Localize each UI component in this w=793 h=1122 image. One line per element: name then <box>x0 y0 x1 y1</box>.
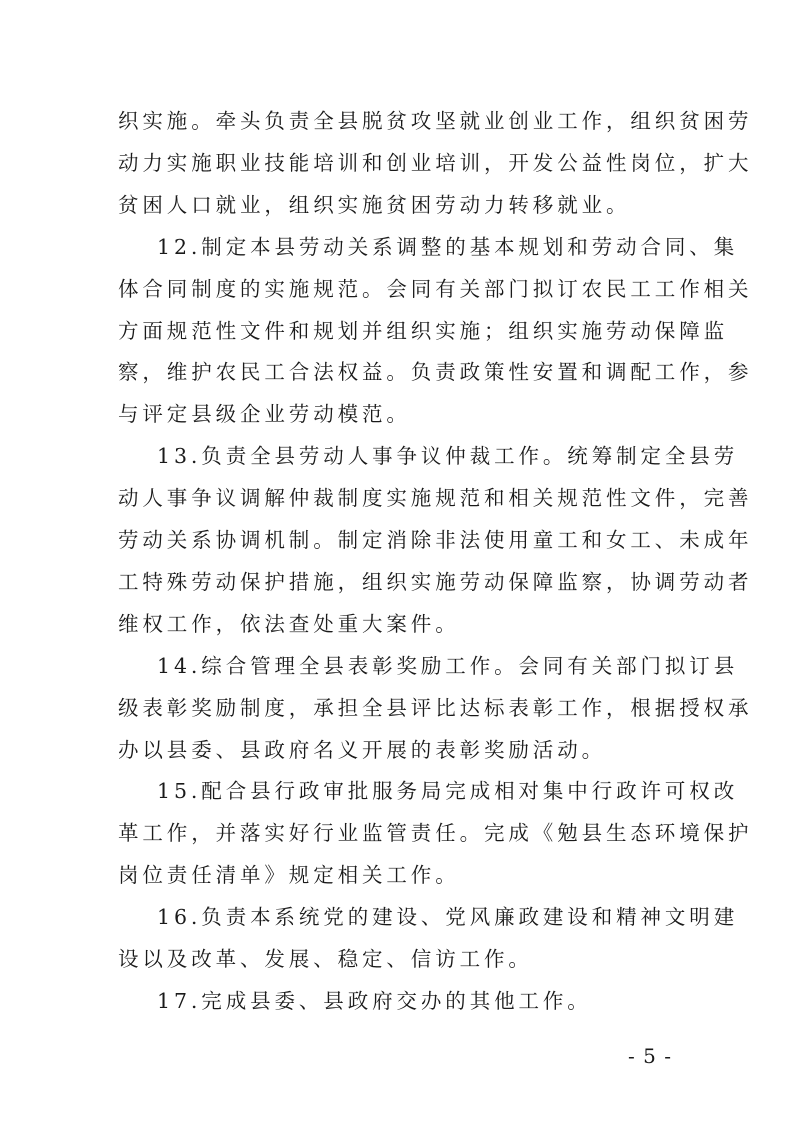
text-line: 动力实施职业技能培训和创业培训，开发公益性岗位，扩大 <box>118 151 753 175</box>
paragraph-15-start: 15.配合县行政审批服务局完成相对集中行政许可权改 <box>157 779 739 803</box>
text-line: 察，维护农民工合法权益。负责政策性安置和调配工作，参 <box>118 360 753 384</box>
text-line: 级表彰奖励制度，承担全县评比达标表彰工作，根据授权承 <box>118 696 753 720</box>
text-line: 工特殊劳动保护措施，组织实施劳动保障监察，协调劳动者 <box>118 570 753 594</box>
text-line: 方面规范性文件和规划并组织实施；组织实施劳动保障监 <box>118 319 728 343</box>
text-line: 贫困人口就业，组织实施贫困劳动力转移就业。 <box>118 193 631 217</box>
paragraph-16-start: 16.负责本系统党的建设、党风廉政建设和精神文明建 <box>157 905 739 929</box>
paragraph-14-start: 14.综合管理全县表彰奖励工作。会同有关部门拟订县 <box>157 654 739 678</box>
text-line: 织实施。牵头负责全县脱贫攻坚就业创业工作，组织贫困劳 <box>118 109 753 133</box>
text-line: 岗位责任清单》规定相关工作。 <box>118 863 460 887</box>
text-line: 劳动关系协调机制。制定消除非法使用童工和女工、未成年 <box>118 528 753 552</box>
text-line: 与评定县级企业劳动模范。 <box>118 402 411 426</box>
paragraph-17-start: 17.完成县委、县政府交办的其他工作。 <box>157 989 592 1013</box>
text-line: 革工作，并落实好行业监管责任。完成《勉县生态环境保护 <box>118 821 753 845</box>
paragraph-12-start: 12.制定本县劳动关系调整的基本规划和劳动合同、集 <box>157 235 739 259</box>
paragraph-13-start: 13.负责全县劳动人事争议仲裁工作。统筹制定全县劳 <box>157 444 739 468</box>
text-line: 动人事争议调解仲裁制度实施规范和相关规范性文件，完善 <box>118 486 753 510</box>
text-line: 办以县委、县政府名义开展的表彰奖励活动。 <box>118 738 606 762</box>
text-line: 设以及改革、发展、稳定、信访工作。 <box>118 947 533 971</box>
text-line: 维权工作，依法查处重大案件。 <box>118 612 460 636</box>
text-line: 体合同制度的实施规范。会同有关部门拟订农民工工作相关 <box>118 277 753 301</box>
page-number: - 5 - <box>628 1044 672 1068</box>
